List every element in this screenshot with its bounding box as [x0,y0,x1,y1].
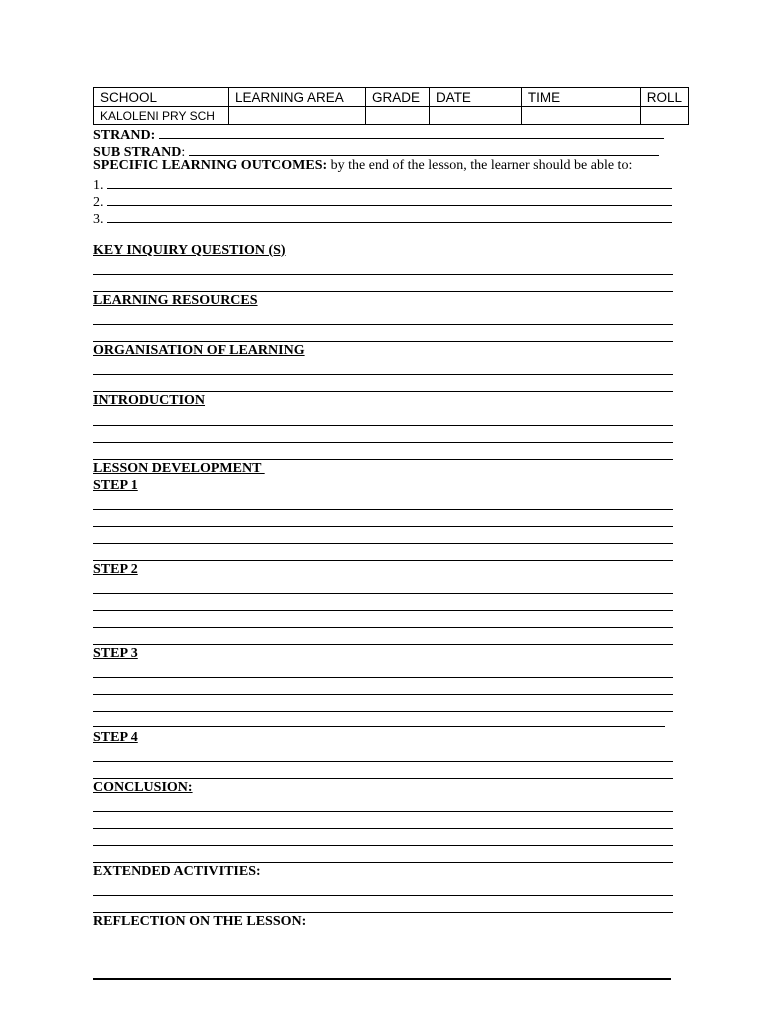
sub-strand-field[interactable] [189,142,659,156]
header-table [93,87,689,125]
strand-field[interactable] [159,125,664,139]
step-3-line[interactable] [93,726,665,727]
step-2-heading: STEP 2 [93,562,138,577]
outcomes-label: SPECIFIC LEARNING OUTCOMES: [93,158,328,173]
reflection-line[interactable] [93,978,671,980]
date-value[interactable] [429,107,521,125]
step-4-heading: STEP 4 [93,730,138,745]
grade-value[interactable] [365,107,429,125]
outcome-3-field[interactable] [107,209,672,223]
extended-activities-heading: EXTENDED ACTIVITIES: [93,864,261,879]
introduction-line[interactable] [93,442,673,443]
introduction-line[interactable] [93,425,673,426]
outcome-1-field[interactable] [107,175,672,189]
school-value[interactable]: KALOLENI PRY SCH [94,107,229,125]
outcome-2-number: 2. [93,195,104,210]
step-2-line[interactable] [93,644,673,645]
introduction-line[interactable] [93,459,673,460]
step-2-line[interactable] [93,593,673,594]
step-4-line[interactable] [93,778,673,779]
header-cell-date: DATE [429,88,521,107]
key-inquiry-heading: KEY INQUIRY QUESTION (S) [93,243,286,258]
sub-strand-colon: : [181,145,186,160]
extended-activities-line[interactable] [93,912,673,913]
header-cell-grade: GRADE [365,88,429,107]
learning-resources-heading: LEARNING RESOURCES [93,293,258,308]
key-inquiry-line[interactable] [93,291,673,292]
header-cell-time: TIME [521,88,640,107]
introduction-heading: INTRODUCTION [93,393,206,408]
extended-activities-line[interactable] [93,895,673,896]
values-row [94,107,689,125]
reflection-heading: REFLECTION ON THE LESSON: [93,914,307,929]
lesson-development-heading: LESSON DEVELOPMENT [93,461,265,476]
header-cell-school: SCHOOL [94,88,229,107]
roll-value[interactable] [640,107,688,125]
outcomes-text: by the end of the lesson, the learner should be able to: [327,158,633,173]
step-4-line[interactable] [93,761,673,762]
step-1-line[interactable] [93,543,673,544]
learning-area-value[interactable] [228,107,365,125]
outcome-2-field[interactable] [107,192,672,206]
conclusion-line[interactable] [93,862,673,863]
step-3-line[interactable] [93,677,673,678]
conclusion-line[interactable] [93,845,673,846]
conclusion-line[interactable] [93,828,673,829]
outcome-3-number: 3. [93,212,104,227]
conclusion-line[interactable] [93,811,673,812]
strand-label: STRAND: [93,128,156,143]
sub-strand-label: SUB STRAND [93,145,182,160]
step-1-line[interactable] [93,509,673,510]
step-1-line[interactable] [93,560,673,561]
step-2-line[interactable] [93,610,673,611]
step-3-heading: STEP 3 [93,646,138,661]
step-3-line[interactable] [93,694,673,695]
conclusion-heading: CONCLUSION: [93,780,193,795]
step-2-line[interactable] [93,627,673,628]
organisation-heading: ORGANISATION OF LEARNING [93,343,305,358]
header-cell-roll: ROLL [640,88,688,107]
header-cell-learning-area: LEARNING AREA [228,88,365,107]
step-3-line[interactable] [93,711,673,712]
outcome-3-row [93,209,672,228]
organisation-line[interactable] [93,374,673,375]
outcomes-row [93,158,632,174]
outcome-1-number: 1. [93,178,104,193]
time-value[interactable] [521,107,640,125]
step-1-heading: STEP 1 [93,478,138,493]
learning-resources-line[interactable] [93,341,673,342]
learning-resources-line[interactable] [93,324,673,325]
key-inquiry-line[interactable] [93,274,673,275]
organisation-line[interactable] [93,391,673,392]
header-row [94,88,689,107]
step-1-line[interactable] [93,526,673,527]
